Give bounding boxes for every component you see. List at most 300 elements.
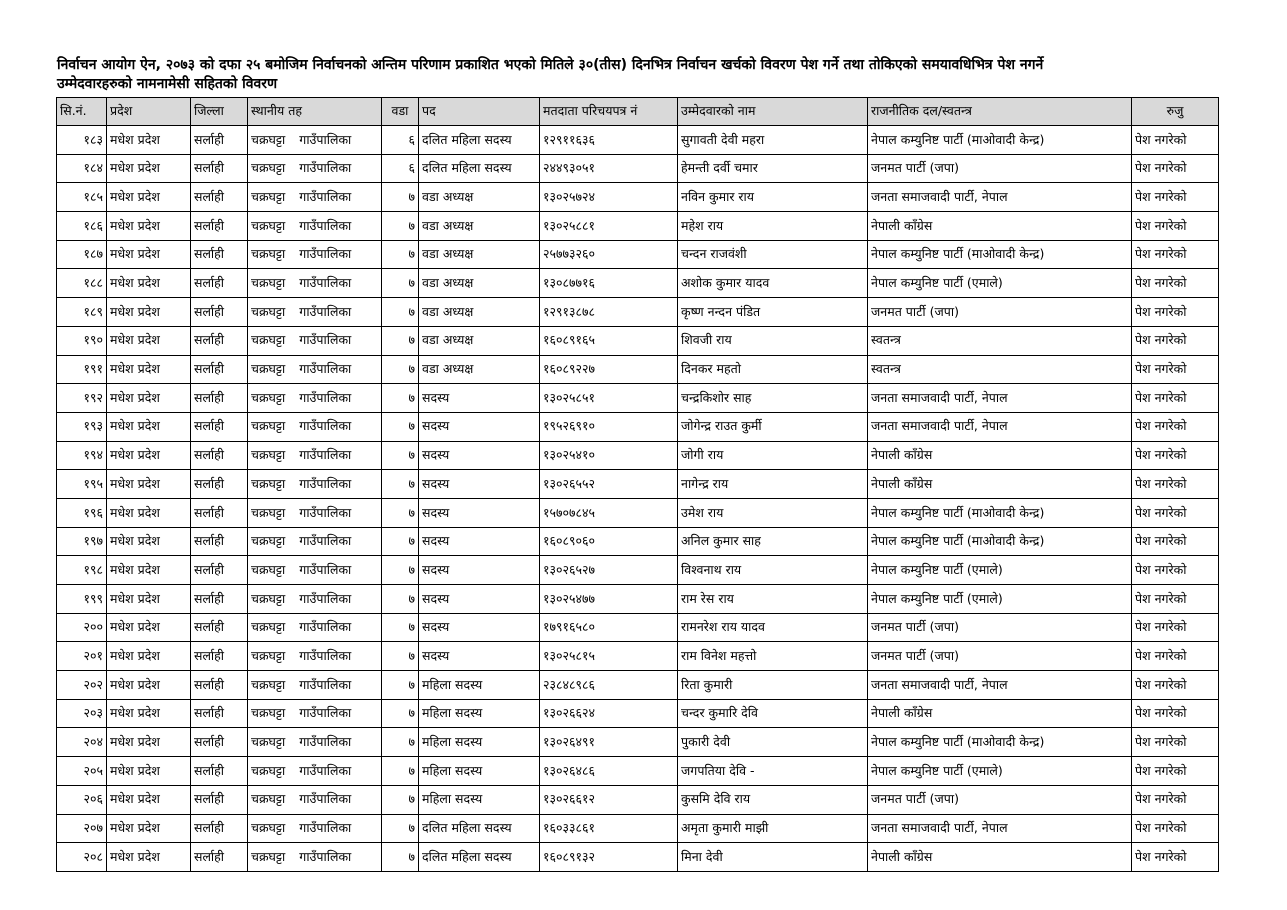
- cell-voter-id: १३०२६५५२: [540, 470, 678, 499]
- cell-local-level: [248, 240, 382, 269]
- cell-ward: ७: [382, 699, 419, 728]
- cell-post: महिला सदस्य: [419, 728, 540, 757]
- cell-candidate: सुगावती देवी महरा: [678, 126, 868, 155]
- cell-local-level: [248, 728, 382, 757]
- cell-ward: ७: [382, 585, 419, 614]
- cell-party: जनता समाजवादी पार्टी, नेपाल: [868, 814, 1132, 843]
- cell-ward: ७: [382, 240, 419, 269]
- cell-voter-id: १३०२५८१५: [540, 642, 678, 671]
- cell-sn: २०४: [57, 728, 107, 757]
- header-province: प्रदेश: [107, 98, 191, 126]
- cell-ward: ७: [382, 384, 419, 413]
- table-body: [57, 126, 1219, 872]
- cell-sn: १८३: [57, 126, 107, 155]
- table-row: [57, 298, 1219, 327]
- cell-candidate: राम विनेश महत्तो: [678, 642, 868, 671]
- cell-local-level: [248, 585, 382, 614]
- cell-candidate: नविन कुमार राय: [678, 183, 868, 212]
- cell-sn: १८८: [57, 269, 107, 298]
- local-level-name: चक्रघट्टा: [251, 418, 286, 434]
- local-level-type: गाउँपालिका: [299, 217, 352, 233]
- cell-status: पेश नगरेको: [1132, 527, 1219, 556]
- cell-district: सर्लाही: [191, 183, 248, 212]
- local-level-name: चक्रघट्टा: [251, 676, 286, 692]
- local-level-name: चक्रघट्टा: [251, 188, 286, 204]
- local-level-type: गाउँपालिका: [299, 418, 352, 434]
- cell-voter-id: १३०२६४९१: [540, 728, 678, 757]
- cell-voter-id: १९५२६९१०: [540, 412, 678, 441]
- cell-party: नेपाल कम्युनिष्ट पार्टी (माओवादी केन्द्र): [868, 126, 1132, 155]
- cell-sn: १८६: [57, 212, 107, 241]
- header-candidate: उम्मेदवारको नाम: [678, 98, 868, 126]
- table-row: [57, 355, 1219, 384]
- cell-candidate: चन्दन राजवंशी: [678, 240, 868, 269]
- cell-district: सर्लाही: [191, 154, 248, 183]
- local-level-type: गाउँपालिका: [299, 447, 352, 463]
- cell-status: पेश नगरेको: [1132, 757, 1219, 786]
- cell-voter-id: १३०२६६२४: [540, 699, 678, 728]
- local-level-type: गाउँपालिका: [299, 848, 352, 864]
- cell-local-level: [248, 642, 382, 671]
- cell-sn: २०८: [57, 843, 107, 872]
- table-row: [57, 814, 1219, 843]
- cell-province: मधेश प्रदेश: [107, 355, 191, 384]
- cell-ward: ६: [382, 154, 419, 183]
- cell-post: सदस्य: [419, 470, 540, 499]
- local-level-name: चक्रघट्टा: [251, 820, 286, 836]
- cell-post: सदस्य: [419, 642, 540, 671]
- cell-province: मधेश प्रदेश: [107, 183, 191, 212]
- cell-district: सर्लाही: [191, 527, 248, 556]
- cell-ward: ७: [382, 671, 419, 700]
- cell-province: मधेश प्रदेश: [107, 384, 191, 413]
- cell-local-level: [248, 212, 382, 241]
- cell-district: सर्लाही: [191, 728, 248, 757]
- cell-post: सदस्य: [419, 498, 540, 527]
- local-level-type: गाउँपालिका: [299, 734, 352, 750]
- cell-sn: १९०: [57, 326, 107, 355]
- cell-district: सर्लाही: [191, 441, 248, 470]
- cell-local-level: [248, 814, 382, 843]
- header-post: पद: [419, 98, 540, 126]
- cell-province: मधेश प्रदेश: [107, 470, 191, 499]
- cell-status: पेश नगरेको: [1132, 470, 1219, 499]
- cell-district: सर्लाही: [191, 298, 248, 327]
- local-level-name: चक्रघट्टा: [251, 246, 286, 262]
- cell-party: नेपाल कम्युनिष्ट पार्टी (एमाले): [868, 757, 1132, 786]
- table-row: [57, 183, 1219, 212]
- cell-candidate: दिनकर महतो: [678, 355, 868, 384]
- cell-ward: ७: [382, 470, 419, 499]
- header-local-level: स्थानीय तह: [248, 98, 382, 126]
- cell-voter-id: १६०८९२२७: [540, 355, 678, 384]
- header-party: राजनीतिक दल/स्वतन्त्र: [868, 98, 1132, 126]
- cell-status: पेश नगरेको: [1132, 843, 1219, 872]
- cell-local-level: [248, 412, 382, 441]
- local-level-type: गाउँपालिका: [299, 275, 352, 291]
- cell-status: पेश नगरेको: [1132, 412, 1219, 441]
- cell-district: सर्लाही: [191, 240, 248, 269]
- cell-voter-id: १३०२५४१०: [540, 441, 678, 470]
- cell-province: मधेश प्रदेश: [107, 843, 191, 872]
- cell-post: महिला सदस्य: [419, 699, 540, 728]
- table-row: [57, 671, 1219, 700]
- local-level-type: गाउँपालिका: [299, 389, 352, 405]
- cell-sn: १९७: [57, 527, 107, 556]
- cell-candidate: रिता कुमारी: [678, 671, 868, 700]
- cell-voter-id: १६०८९०६०: [540, 527, 678, 556]
- local-level-type: गाउँपालिका: [299, 590, 352, 606]
- local-level-type: गाउँपालिका: [299, 188, 352, 204]
- cell-voter-id: १२९११६३६: [540, 126, 678, 155]
- cell-sn: १९६: [57, 498, 107, 527]
- cell-status: पेश नगरेको: [1132, 126, 1219, 155]
- cell-district: सर्लाही: [191, 671, 248, 700]
- local-level-name: चक्रघट्टा: [251, 217, 286, 233]
- local-level-name: चक्रघट्टा: [251, 762, 286, 778]
- cell-status: पेश नगरेको: [1132, 355, 1219, 384]
- cell-district: सर्लाही: [191, 843, 248, 872]
- cell-sn: १९५: [57, 470, 107, 499]
- cell-local-level: [248, 126, 382, 155]
- local-level-name: चक्रघट्टा: [251, 131, 286, 147]
- table-row: [57, 642, 1219, 671]
- header-sn: सि.नं.: [57, 98, 107, 126]
- cell-local-level: [248, 556, 382, 585]
- cell-candidate: विश्वनाथ राय: [678, 556, 868, 585]
- cell-voter-id: १३०२५८५१: [540, 384, 678, 413]
- cell-ward: ७: [382, 613, 419, 642]
- cell-ward: ७: [382, 843, 419, 872]
- cell-party: जनमत पार्टी (जपा): [868, 785, 1132, 814]
- cell-status: पेश नगरेको: [1132, 814, 1219, 843]
- cell-voter-id: २३८४८९८६: [540, 671, 678, 700]
- cell-party: जनता समाजवादी पार्टी, नेपाल: [868, 671, 1132, 700]
- cell-post: दलित महिला सदस्य: [419, 126, 540, 155]
- cell-province: मधेश प्रदेश: [107, 298, 191, 327]
- table-row: [57, 728, 1219, 757]
- cell-post: सदस्य: [419, 441, 540, 470]
- cell-local-level: [248, 699, 382, 728]
- cell-candidate: जगपतिया देवि -: [678, 757, 868, 786]
- cell-candidate: राम रेस राय: [678, 585, 868, 614]
- cell-party: नेपाल कम्युनिष्ट पार्टी (एमाले): [868, 556, 1132, 585]
- local-level-type: गाउँपालिका: [299, 820, 352, 836]
- cell-candidate: उमेश राय: [678, 498, 868, 527]
- cell-status: पेश नगरेको: [1132, 642, 1219, 671]
- cell-sn: १९९: [57, 585, 107, 614]
- candidates-table: [56, 97, 1219, 872]
- local-level-name: चक्रघट्टा: [251, 447, 286, 463]
- cell-party: जनमत पार्टी (जपा): [868, 613, 1132, 642]
- cell-post: वडा अध्यक्ष: [419, 355, 540, 384]
- cell-party: जनमत पार्टी (जपा): [868, 298, 1132, 327]
- cell-voter-id: १६०८९१३२: [540, 843, 678, 872]
- cell-local-level: [248, 355, 382, 384]
- local-level-type: गाउँपालिका: [299, 791, 352, 807]
- table-row: [57, 498, 1219, 527]
- cell-local-level: [248, 527, 382, 556]
- cell-ward: ६: [382, 126, 419, 155]
- cell-party: नेपाली काँग्रेस: [868, 441, 1132, 470]
- cell-province: मधेश प्रदेश: [107, 498, 191, 527]
- cell-district: सर्लाही: [191, 556, 248, 585]
- table-row: [57, 212, 1219, 241]
- cell-district: सर्लाही: [191, 785, 248, 814]
- cell-province: मधेश प्रदेश: [107, 556, 191, 585]
- cell-sn: २००: [57, 613, 107, 642]
- cell-province: मधेश प्रदेश: [107, 785, 191, 814]
- local-level-name: चक्रघट्टा: [251, 619, 286, 635]
- cell-ward: ७: [382, 498, 419, 527]
- cell-status: पेश नगरेको: [1132, 728, 1219, 757]
- document-heading: [57, 56, 1227, 94]
- cell-sn: २०७: [57, 814, 107, 843]
- cell-post: सदस्य: [419, 585, 540, 614]
- cell-province: मधेश प्रदेश: [107, 240, 191, 269]
- local-level-name: चक्रघट्टा: [251, 160, 286, 176]
- cell-ward: ७: [382, 269, 419, 298]
- cell-candidate: हेमन्ती दर्वी चमार: [678, 154, 868, 183]
- local-level-name: चक्रघट्टा: [251, 561, 286, 577]
- cell-party: नेपाली काँग्रेस: [868, 212, 1132, 241]
- local-level-name: चक्रघट्टा: [251, 791, 286, 807]
- header-district: जिल्ला: [191, 98, 248, 126]
- cell-sn: १९३: [57, 412, 107, 441]
- local-level-type: गाउँपालिका: [299, 361, 352, 377]
- cell-sn: १९१: [57, 355, 107, 384]
- local-level-type: गाउँपालिका: [299, 561, 352, 577]
- table-row: [57, 699, 1219, 728]
- cell-voter-id: १३०२५७२४: [540, 183, 678, 212]
- cell-post: महिला सदस्य: [419, 671, 540, 700]
- cell-candidate: जोगी राय: [678, 441, 868, 470]
- cell-party: जनता समाजवादी पार्टी, नेपाल: [868, 412, 1132, 441]
- table-row: [57, 585, 1219, 614]
- cell-local-level: [248, 498, 382, 527]
- table-row: [57, 412, 1219, 441]
- cell-voter-id: २५७७३२६०: [540, 240, 678, 269]
- cell-ward: ७: [382, 441, 419, 470]
- cell-party: स्वतन्त्र: [868, 355, 1132, 384]
- cell-district: सर्लाही: [191, 355, 248, 384]
- cell-party: जनता समाजवादी पार्टी, नेपाल: [868, 183, 1132, 212]
- cell-voter-id: १३०२५४७७: [540, 585, 678, 614]
- cell-voter-id: १३०२५८८१: [540, 212, 678, 241]
- cell-ward: ७: [382, 412, 419, 441]
- cell-voter-id: १७९१६५८०: [540, 613, 678, 642]
- cell-post: महिला सदस्य: [419, 757, 540, 786]
- cell-ward: ७: [382, 355, 419, 384]
- cell-voter-id: १३०२६४८६: [540, 757, 678, 786]
- local-level-type: गाउँपालिका: [299, 705, 352, 721]
- cell-candidate: कुसमि देवि राय: [678, 785, 868, 814]
- cell-voter-id: १६०८९१६५: [540, 326, 678, 355]
- local-level-name: चक्रघट्टा: [251, 705, 286, 721]
- cell-sn: १९८: [57, 556, 107, 585]
- cell-post: दलित महिला सदस्य: [419, 154, 540, 183]
- local-level-type: गाउँपालिका: [299, 762, 352, 778]
- local-level-name: चक्रघट्टा: [251, 504, 286, 520]
- cell-ward: ७: [382, 728, 419, 757]
- cell-candidate: अमृता कुमारी माझी: [678, 814, 868, 843]
- cell-status: पेश नगरेको: [1132, 298, 1219, 327]
- cell-district: सर्लाही: [191, 642, 248, 671]
- cell-candidate: नागेन्द्र राय: [678, 470, 868, 499]
- cell-ward: ७: [382, 326, 419, 355]
- cell-sn: १८५: [57, 183, 107, 212]
- cell-district: सर्लाही: [191, 470, 248, 499]
- cell-sn: २०१: [57, 642, 107, 671]
- cell-party: जनता समाजवादी पार्टी, नेपाल: [868, 384, 1132, 413]
- cell-local-level: [248, 269, 382, 298]
- cell-local-level: [248, 441, 382, 470]
- cell-province: मधेश प्रदेश: [107, 441, 191, 470]
- cell-post: सदस्य: [419, 527, 540, 556]
- cell-district: सर्लाही: [191, 699, 248, 728]
- cell-ward: ७: [382, 183, 419, 212]
- cell-party: नेपाल कम्युनिष्ट पार्टी (माओवादी केन्द्र): [868, 498, 1132, 527]
- local-level-name: चक्रघट्टा: [251, 848, 286, 864]
- cell-voter-id: १३०२६६१२: [540, 785, 678, 814]
- table-row: [57, 126, 1219, 155]
- local-level-type: गाउँपालिका: [299, 246, 352, 262]
- local-level-name: चक्रघट्टा: [251, 475, 286, 491]
- cell-party: नेपाली काँग्रेस: [868, 843, 1132, 872]
- cell-district: सर्लाही: [191, 585, 248, 614]
- cell-party: नेपाल कम्युनिष्ट पार्टी (एमाले): [868, 269, 1132, 298]
- cell-voter-id: १६०३३८६१: [540, 814, 678, 843]
- cell-local-level: [248, 183, 382, 212]
- cell-party: स्वतन्त्र: [868, 326, 1132, 355]
- header-ward: वडा: [382, 98, 419, 126]
- cell-party: जनमत पार्टी (जपा): [868, 154, 1132, 183]
- cell-province: मधेश प्रदेश: [107, 212, 191, 241]
- cell-candidate: शिवजी राय: [678, 326, 868, 355]
- cell-sn: २०५: [57, 757, 107, 786]
- cell-status: पेश नगरेको: [1132, 269, 1219, 298]
- table-row: [57, 470, 1219, 499]
- cell-post: सदस्य: [419, 613, 540, 642]
- cell-sn: १८९: [57, 298, 107, 327]
- cell-district: सर्लाही: [191, 212, 248, 241]
- cell-sn: १९४: [57, 441, 107, 470]
- cell-district: सर्लाही: [191, 326, 248, 355]
- cell-candidate: अनिल कुमार साह: [678, 527, 868, 556]
- cell-ward: ७: [382, 298, 419, 327]
- cell-status: पेश नगरेको: [1132, 240, 1219, 269]
- local-level-name: चक्रघट्टा: [251, 332, 286, 348]
- cell-sn: २०६: [57, 785, 107, 814]
- local-level-name: चक्रघट्टा: [251, 303, 286, 319]
- cell-district: सर्लाही: [191, 126, 248, 155]
- cell-party: जनमत पार्टी (जपा): [868, 642, 1132, 671]
- cell-party: नेपाल कम्युनिष्ट पार्टी (माओवादी केन्द्र): [868, 728, 1132, 757]
- cell-post: सदस्य: [419, 384, 540, 413]
- cell-status: पेश नगरेको: [1132, 154, 1219, 183]
- cell-province: मधेश प्रदेश: [107, 154, 191, 183]
- cell-sn: २०३: [57, 699, 107, 728]
- table-row: [57, 240, 1219, 269]
- cell-local-level: [248, 785, 382, 814]
- cell-local-level: [248, 384, 382, 413]
- cell-province: मधेश प्रदेश: [107, 126, 191, 155]
- cell-ward: ७: [382, 556, 419, 585]
- local-level-type: गाउँपालिका: [299, 160, 352, 176]
- cell-voter-id: १३०२६५२७: [540, 556, 678, 585]
- local-level-name: चक्रघट्टा: [251, 533, 286, 549]
- cell-post: वडा अध्यक्ष: [419, 298, 540, 327]
- local-level-type: गाउँपालिका: [299, 619, 352, 635]
- local-level-name: चक्रघट्टा: [251, 590, 286, 606]
- cell-candidate: कृष्ण नन्दन पंडित: [678, 298, 868, 327]
- cell-province: मधेश प्रदेश: [107, 699, 191, 728]
- cell-province: मधेश प्रदेश: [107, 671, 191, 700]
- table-row: [57, 154, 1219, 183]
- cell-district: सर्लाही: [191, 412, 248, 441]
- cell-status: पेश नगरेको: [1132, 183, 1219, 212]
- cell-voter-id: १३०८७७१६: [540, 269, 678, 298]
- table-row: [57, 527, 1219, 556]
- cell-candidate: अशोक कुमार यादव: [678, 269, 868, 298]
- local-level-name: चक्रघट्टा: [251, 389, 286, 405]
- local-level-name: चक्रघट्टा: [251, 361, 286, 377]
- cell-candidate: रामनरेश राय यादव: [678, 613, 868, 642]
- cell-province: मधेश प्रदेश: [107, 613, 191, 642]
- cell-post: वडा अध्यक्ष: [419, 240, 540, 269]
- table-row: [57, 326, 1219, 355]
- cell-ward: ७: [382, 527, 419, 556]
- cell-ward: ७: [382, 757, 419, 786]
- cell-status: पेश नगरेको: [1132, 212, 1219, 241]
- cell-local-level: [248, 843, 382, 872]
- local-level-type: गाउँपालिका: [299, 647, 352, 663]
- local-level-type: गाउँपालिका: [299, 131, 352, 147]
- cell-status: पेश नगरेको: [1132, 441, 1219, 470]
- cell-post: सदस्य: [419, 556, 540, 585]
- cell-post: वडा अध्यक्ष: [419, 269, 540, 298]
- cell-status: पेश नगरेको: [1132, 585, 1219, 614]
- header-voter-id: मतदाता परिचयपत्र नं: [540, 98, 678, 126]
- cell-status: पेश नगरेको: [1132, 785, 1219, 814]
- cell-status: पेश नगरेको: [1132, 498, 1219, 527]
- cell-district: सर्लाही: [191, 757, 248, 786]
- cell-post: वडा अध्यक्ष: [419, 183, 540, 212]
- cell-post: सदस्य: [419, 412, 540, 441]
- cell-province: मधेश प्रदेश: [107, 642, 191, 671]
- cell-district: सर्लाही: [191, 498, 248, 527]
- cell-province: मधेश प्रदेश: [107, 412, 191, 441]
- table-row: [57, 757, 1219, 786]
- cell-district: सर्लाही: [191, 384, 248, 413]
- cell-status: पेश नगरेको: [1132, 384, 1219, 413]
- cell-status: पेश नगरेको: [1132, 556, 1219, 585]
- table-row: [57, 269, 1219, 298]
- cell-voter-id: १५७०७८४५: [540, 498, 678, 527]
- table-row: [57, 843, 1219, 872]
- table-row: [57, 613, 1219, 642]
- cell-province: मधेश प्रदेश: [107, 814, 191, 843]
- cell-ward: ७: [382, 785, 419, 814]
- cell-candidate: जोगेन्द्र राउत कुर्मी: [678, 412, 868, 441]
- cell-post: दलित महिला सदस्य: [419, 814, 540, 843]
- cell-candidate: मिना देवी: [678, 843, 868, 872]
- cell-local-level: [248, 757, 382, 786]
- cell-province: मधेश प्रदेश: [107, 326, 191, 355]
- cell-sn: १८४: [57, 154, 107, 183]
- cell-local-level: [248, 298, 382, 327]
- cell-local-level: [248, 470, 382, 499]
